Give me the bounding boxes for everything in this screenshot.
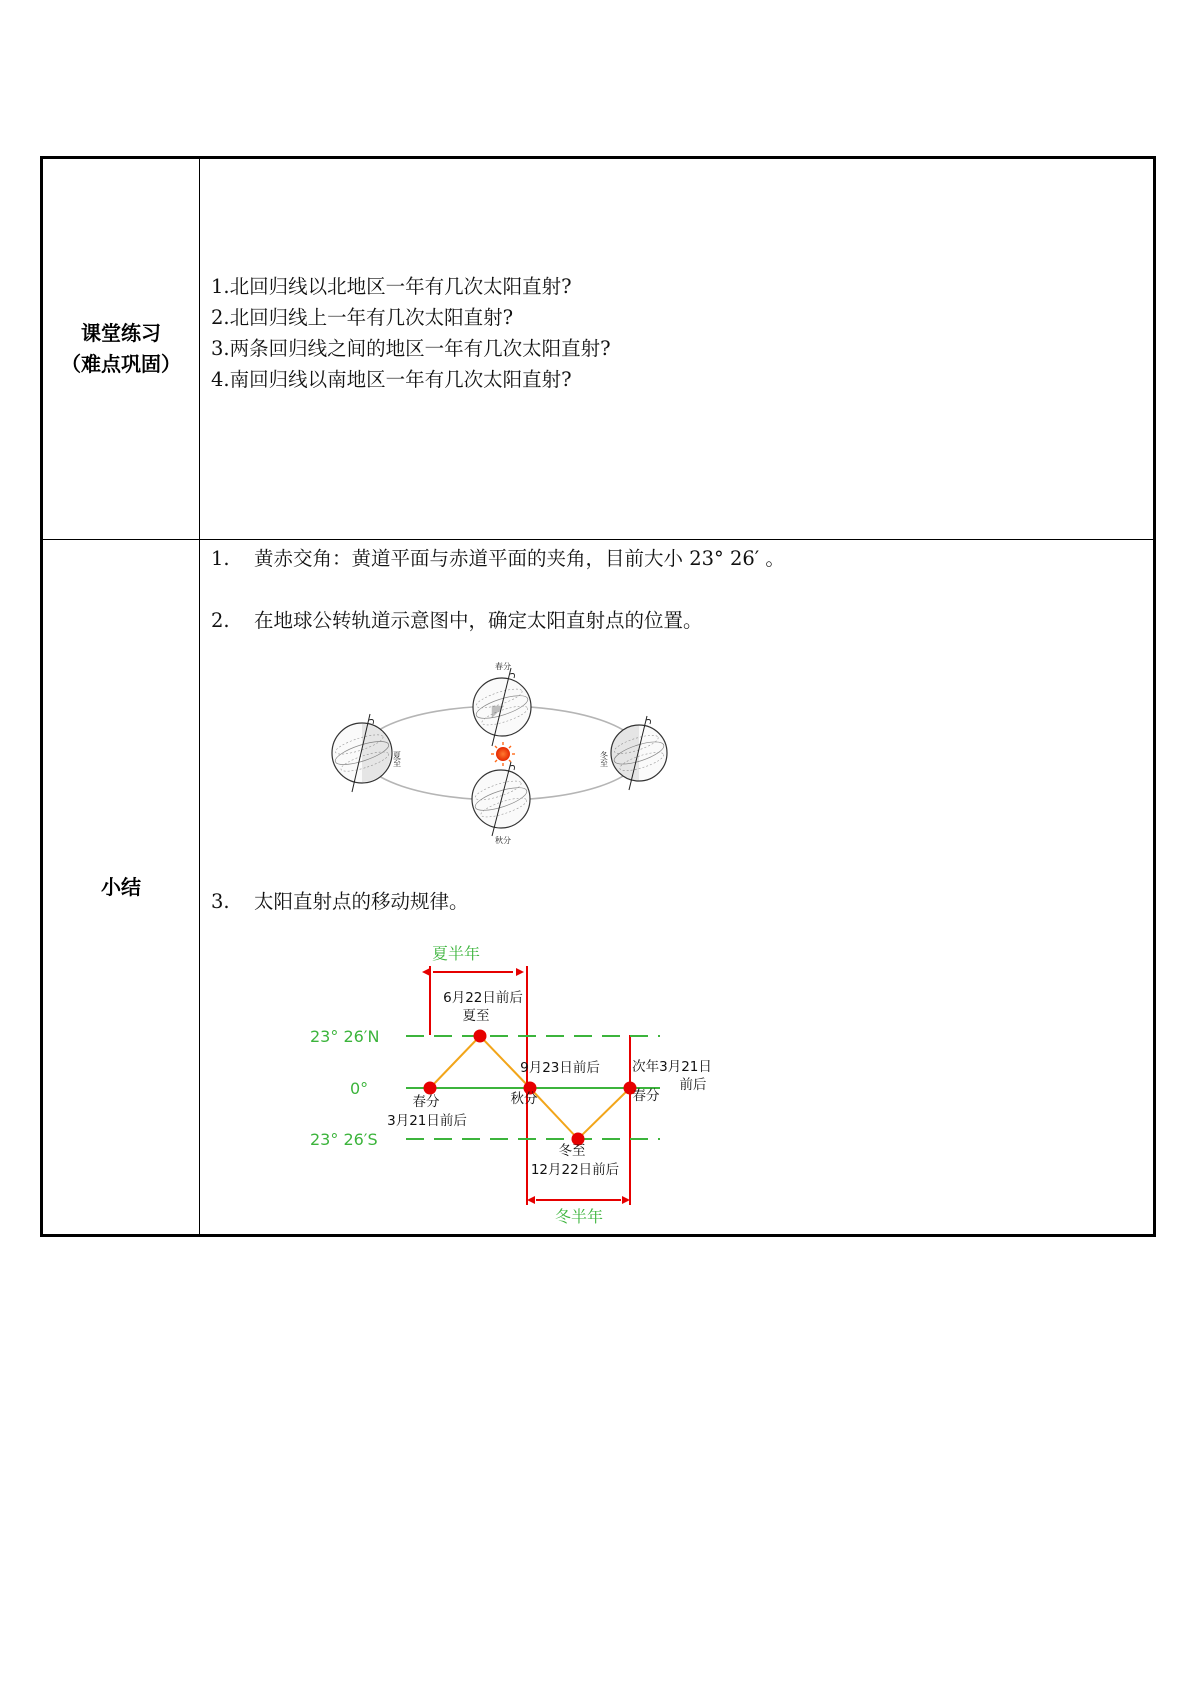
summer-half-label: 夏半年 (431, 944, 481, 963)
earth-orbit-figure (325, 658, 670, 848)
summary-label-cell (42, 540, 200, 1236)
winter-solstice-date: 12月22日前后 (530, 1162, 620, 1178)
question-3: 3.两条回归线之间的地区一年有几次太阳直射? (211, 337, 611, 360)
lat-south-label: 23° 26′S (310, 1130, 378, 1149)
earth-bottom-icon (472, 762, 530, 836)
winter-half-label: 冬半年 (554, 1207, 604, 1226)
exercise-row (42, 158, 1155, 540)
question-4: 4.南回归线以南地区一年有几次太阳直射? (211, 368, 572, 391)
spring-equinox-dot (424, 1082, 437, 1095)
autumn-equinox-date: 9月23日前后 (520, 1060, 600, 1076)
point-2-text: 在地球公转轨道示意图中，确定太阳直射点的位置。 (254, 609, 703, 632)
orbit-label-top: 春分 (495, 662, 511, 671)
spring-equinox-label: 春分 (412, 1094, 440, 1110)
summer-solstice-label: 夏至 (462, 1008, 490, 1024)
exercise-label-line1: 课堂练习 (81, 321, 161, 345)
next-spring-label: 春分 (632, 1088, 660, 1104)
point-1-text: 黄赤交角：黄道平面与赤道平面的夹角，目前大小 23° 26′ 。 (254, 547, 785, 570)
exercise-content-cell (200, 158, 1155, 540)
point-3-text: 太阳直射点的移动规律。 (254, 890, 469, 913)
next-spring-date-2: 前后 (679, 1077, 707, 1093)
lat-zero-label: 0° (350, 1079, 369, 1098)
summer-solstice-date: 6月22日前后 (443, 990, 523, 1006)
lesson-table (40, 156, 1156, 1237)
summary-content-cell (200, 540, 1155, 1236)
orbit-label-right: 冬至 (599, 751, 609, 767)
sun-migration-figure (200, 940, 760, 1230)
exercise-label-cell (42, 158, 200, 540)
question-1: 1.北回归线以北地区一年有几次太阳直射? (211, 275, 572, 298)
summer-solstice-dot (474, 1030, 487, 1043)
summary-row (42, 540, 1155, 1236)
point-3-number: 3. (211, 890, 230, 913)
winter-solstice-label: 冬至 (558, 1143, 586, 1159)
question-2: 2.北回归线上一年有几次太阳直射? (211, 306, 514, 329)
earth-top-icon (473, 668, 531, 746)
next-spring-date-1: 次年3月21日 (632, 1059, 712, 1075)
lat-north-label: 23° 26′N (310, 1027, 380, 1046)
orbit-label-left: 夏至 (392, 751, 402, 767)
summary-label: 小结 (101, 874, 141, 899)
autumn-equinox-label: 秋分 (510, 1091, 538, 1107)
point-2-number: 2. (211, 609, 230, 632)
exercise-label-line2: （难点巩固） (61, 352, 181, 376)
orbit-label-bottom: 秋分 (495, 836, 511, 845)
point-1-number: 1. (211, 547, 230, 570)
earth-left-icon (332, 714, 392, 792)
spring-equinox-date: 3月21日前后 (387, 1113, 467, 1129)
